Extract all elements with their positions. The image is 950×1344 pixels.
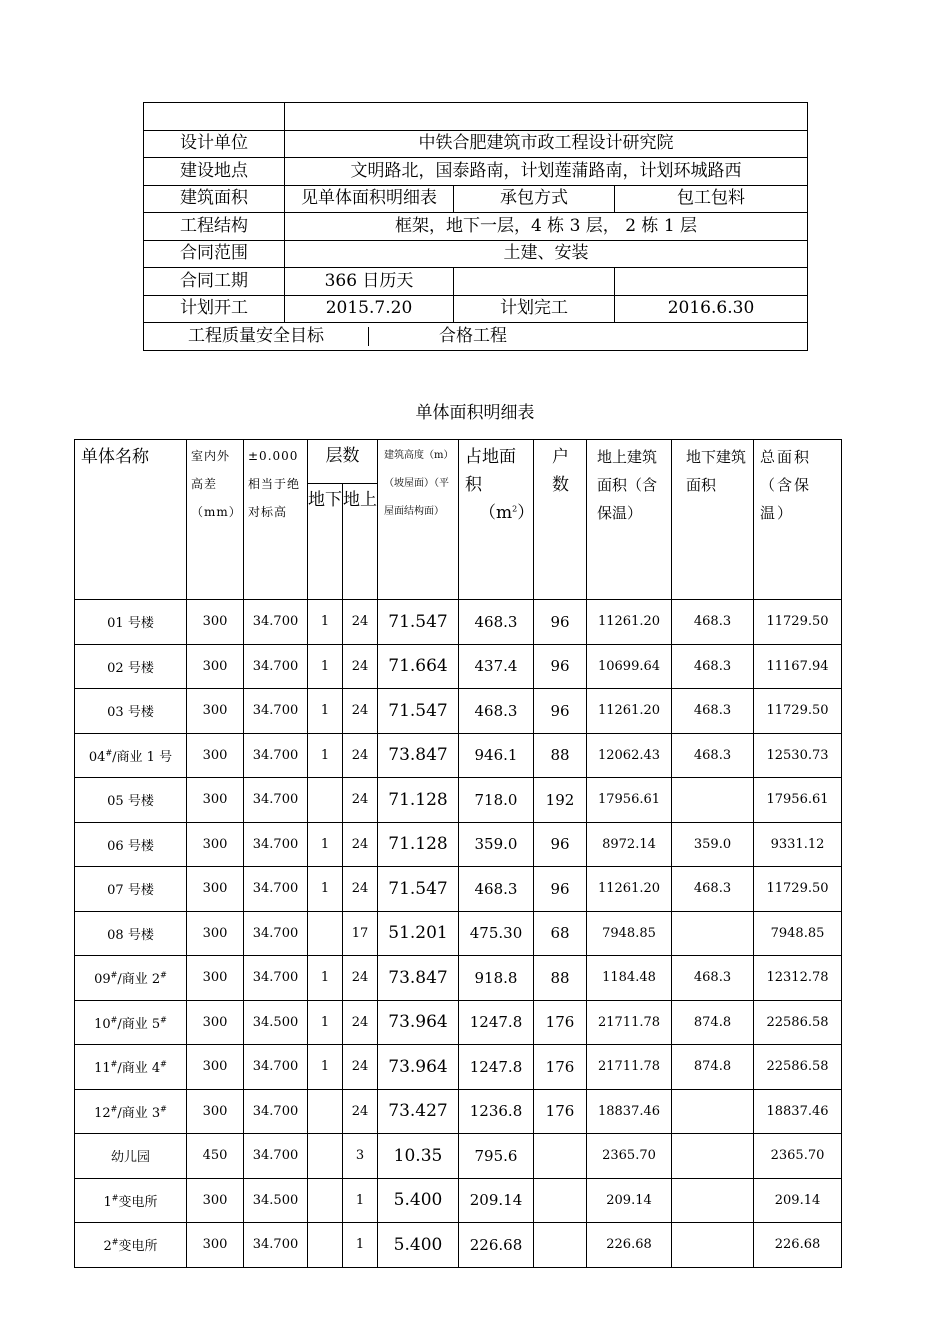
- elevation-cell: 34.500: [244, 1178, 308, 1223]
- unit-name-text: 1: [103, 1194, 112, 1210]
- total-area-cell: 11167.94: [754, 644, 842, 689]
- height-diff-cell: 300: [187, 867, 244, 912]
- total-area-cell: 11729.50: [754, 600, 842, 645]
- below-area-cell: [672, 911, 754, 956]
- table-row: [75, 911, 842, 956]
- floors-above-cell: 24: [343, 1045, 378, 1090]
- table-row: [75, 1178, 842, 1223]
- footprint-cell: 209.14: [459, 1178, 534, 1223]
- footprint-cell: 1236.8: [459, 1089, 534, 1134]
- info-value: [285, 103, 808, 131]
- unit-name-suffix: 变电所: [118, 1239, 158, 1255]
- above-area-cell: 21711.78: [587, 1045, 672, 1090]
- info-row: [144, 185, 808, 213]
- footprint-cell: 468.3: [459, 689, 534, 734]
- header-elevation: ±0.000相当于绝对标高: [244, 440, 308, 600]
- table-row: [75, 867, 842, 912]
- info-row: [144, 240, 808, 268]
- elevation-cell: 34.700: [244, 1045, 308, 1090]
- unit-name-sup: #: [110, 1015, 118, 1025]
- info-row: [144, 213, 808, 241]
- unit-name-sup2: #: [160, 970, 167, 980]
- floors-above-cell: 24: [343, 867, 378, 912]
- households-cell: 176: [534, 1089, 587, 1134]
- building-height-cell: 73.427: [378, 1089, 459, 1134]
- building-height-cell: 71.547: [378, 689, 459, 734]
- floors-below-cell: 1: [308, 644, 343, 689]
- table-row: [75, 600, 842, 645]
- below-area-cell: [672, 1223, 754, 1268]
- below-area-cell: [672, 778, 754, 823]
- above-area-cell: 17956.61: [587, 778, 672, 823]
- below-area-cell: 468.3: [672, 956, 754, 1001]
- table-row: [75, 689, 842, 734]
- info-label: 计划开工: [144, 295, 285, 323]
- unit-name-text: 11: [94, 1061, 111, 1077]
- unit-name-sup2: #: [160, 1015, 167, 1025]
- floors-below-cell: 1: [308, 1000, 343, 1045]
- floors-above-cell: 1: [343, 1223, 378, 1268]
- floors-above-cell: 24: [343, 822, 378, 867]
- header-footprint: [459, 440, 534, 600]
- footprint-cell: 1247.8: [459, 1000, 534, 1045]
- unit-name-sup: #: [111, 1193, 119, 1203]
- households-cell: 176: [534, 1045, 587, 1090]
- households-cell: 88: [534, 733, 587, 778]
- info-value: 366 日历天: [285, 268, 454, 296]
- floors-above-cell: 24: [343, 956, 378, 1001]
- elevation-cell: 34.700: [244, 1223, 308, 1268]
- header-above-area: 地上建筑面积（含保温）: [587, 440, 672, 600]
- below-area-cell: 874.8: [672, 1000, 754, 1045]
- footprint-cell: 918.8: [459, 956, 534, 1001]
- building-height-cell: 71.547: [378, 867, 459, 912]
- floors-above-cell: 17: [343, 911, 378, 956]
- footprint-cell: 1247.8: [459, 1045, 534, 1090]
- info-value: 框架，地下一层，4 栋 3 层， 2 栋 1 层: [285, 213, 808, 241]
- unit-area-detail-table: [74, 439, 842, 1268]
- above-area-cell: 11261.20: [587, 689, 672, 734]
- above-area-cell: 10699.64: [587, 644, 672, 689]
- unit-name-text: 10: [94, 1016, 111, 1032]
- unit-name: [75, 733, 187, 778]
- table-row: [75, 733, 842, 778]
- above-area-cell: 11261.20: [587, 867, 672, 912]
- elevation-cell: 34.700: [244, 644, 308, 689]
- building-height-cell: 73.847: [378, 733, 459, 778]
- info-value: 见单体面积明细表: [285, 185, 454, 213]
- table-row: [75, 644, 842, 689]
- table-row: [75, 822, 842, 867]
- unit-name-sup: #: [110, 1104, 118, 1114]
- info-label: 合同范围: [144, 240, 285, 268]
- unit-name-text: 幼儿园: [110, 1150, 150, 1166]
- footprint-cell: 718.0: [459, 778, 534, 823]
- unit-name-text: 12: [94, 1105, 111, 1121]
- unit-name-text: 07 号楼: [107, 883, 154, 899]
- unit-name-text: 06 号楼: [107, 838, 154, 854]
- above-area-cell: 12062.43: [587, 733, 672, 778]
- header-households: 户数: [534, 440, 587, 600]
- unit-name: [75, 1000, 187, 1045]
- floors-above-cell: 24: [343, 733, 378, 778]
- elevation-cell: 34.700: [244, 911, 308, 956]
- info-label: [144, 103, 285, 131]
- unit-name-text: 02 号楼: [107, 660, 154, 676]
- floors-below-cell: 1: [308, 822, 343, 867]
- floors-below-cell: [308, 1134, 343, 1179]
- unit-name: [75, 911, 187, 956]
- info-label: 建设地点: [144, 158, 285, 186]
- below-area-cell: 468.3: [672, 867, 754, 912]
- households-cell: 96: [534, 689, 587, 734]
- above-area-cell: 7948.85: [587, 911, 672, 956]
- info-value: 中铁合肥建筑市政工程设计研究院: [285, 130, 808, 158]
- height-diff-cell: 300: [187, 1178, 244, 1223]
- table-row: [75, 1000, 842, 1045]
- unit-name: [75, 1178, 187, 1223]
- footprint-cell: 359.0: [459, 822, 534, 867]
- elevation-cell: 34.700: [244, 689, 308, 734]
- total-area-cell: 17956.61: [754, 778, 842, 823]
- table-row: [75, 1134, 842, 1179]
- unit-name-text: 2: [103, 1239, 112, 1255]
- households-cell: 68: [534, 911, 587, 956]
- total-area-cell: 7948.85: [754, 911, 842, 956]
- unit-name: [75, 1045, 187, 1090]
- building-height-cell: 73.847: [378, 956, 459, 1001]
- unit-name-sup: #: [105, 748, 113, 758]
- unit-name: [75, 689, 187, 734]
- info-label: 设计单位: [144, 130, 285, 158]
- unit-name: [75, 822, 187, 867]
- unit-name-text: 01 号楼: [107, 616, 154, 632]
- above-area-cell: 1184.48: [587, 956, 672, 1001]
- total-area-cell: 12312.78: [754, 956, 842, 1001]
- unit-name-text: 09: [94, 972, 111, 988]
- building-height-cell: 71.128: [378, 822, 459, 867]
- unit-name: [75, 778, 187, 823]
- floors-above-cell: 1: [343, 1178, 378, 1223]
- header-footprint-label: 占地面积: [465, 447, 516, 495]
- info-label: 建筑面积: [144, 185, 285, 213]
- footprint-cell: 946.1: [459, 733, 534, 778]
- above-area-cell: 2365.70: [587, 1134, 672, 1179]
- elevation-cell: 34.700: [244, 1089, 308, 1134]
- floors-above-cell: 24: [343, 778, 378, 823]
- header-floors-above: 地上: [343, 484, 378, 600]
- height-diff-cell: 450: [187, 1134, 244, 1179]
- height-diff-cell: 300: [187, 600, 244, 645]
- above-area-cell: 226.68: [587, 1223, 672, 1268]
- info-label-2: [454, 268, 615, 296]
- building-height-cell: 5.400: [378, 1223, 459, 1268]
- households-cell: 192: [534, 778, 587, 823]
- total-area-cell: 12530.73: [754, 733, 842, 778]
- total-area-cell: 11729.50: [754, 689, 842, 734]
- building-height-cell: 71.547: [378, 600, 459, 645]
- building-height-cell: 5.400: [378, 1178, 459, 1223]
- below-area-cell: [672, 1178, 754, 1223]
- unit-name-sup: #: [111, 1237, 119, 1247]
- table-row: [75, 1223, 842, 1268]
- floors-above-cell: 24: [343, 689, 378, 734]
- header-floors: 层数: [308, 440, 378, 484]
- unit-name-suffix: /商业 3: [117, 1105, 161, 1121]
- info-row: [144, 158, 808, 186]
- building-height-cell: 51.201: [378, 911, 459, 956]
- unit-name: [75, 1089, 187, 1134]
- info-row: [144, 268, 808, 296]
- floors-below-cell: 1: [308, 1045, 343, 1090]
- info-value-2: [615, 268, 808, 296]
- building-height-cell: 73.964: [378, 1000, 459, 1045]
- floors-below-cell: 1: [308, 956, 343, 1001]
- unit-name-sup2: #: [160, 1104, 167, 1114]
- info-value: 合格工程: [439, 325, 507, 346]
- below-area-cell: [672, 1089, 754, 1134]
- header-building-height: 建筑高度（m）（坡屋面）（平屋面结构面）: [378, 440, 459, 600]
- above-area-cell: 18837.46: [587, 1089, 672, 1134]
- floors-below-cell: [308, 1178, 343, 1223]
- table-row: [75, 1089, 842, 1134]
- above-area-cell: 8972.14: [587, 822, 672, 867]
- info-row: [144, 295, 808, 323]
- unit-name-suffix: 变电所: [118, 1194, 158, 1210]
- below-area-cell: [672, 1134, 754, 1179]
- height-diff-cell: 300: [187, 1223, 244, 1268]
- elevation-cell: 34.500: [244, 1000, 308, 1045]
- unit-name-text: 04: [88, 749, 106, 765]
- height-diff-cell: 300: [187, 689, 244, 734]
- height-diff-cell: 300: [187, 1000, 244, 1045]
- detail-table-caption: 单体面积明细表: [415, 403, 535, 423]
- table-row: [75, 778, 842, 823]
- table-row: [75, 956, 842, 1001]
- footprint-cell: 475.30: [459, 911, 534, 956]
- households-cell: 96: [534, 867, 587, 912]
- floors-below-cell: [308, 1223, 343, 1268]
- elevation-cell: 34.700: [244, 956, 308, 1001]
- elevation-cell: 34.700: [244, 778, 308, 823]
- elevation-cell: 34.700: [244, 822, 308, 867]
- unit-name-suffix: /商业 4: [117, 1061, 161, 1077]
- elevation-cell: 34.700: [244, 1134, 308, 1179]
- unit-name: [75, 1134, 187, 1179]
- building-height-cell: 71.128: [378, 778, 459, 823]
- floors-below-cell: 1: [308, 867, 343, 912]
- unit-name-text: 08 号楼: [107, 927, 154, 943]
- total-area-cell: 209.14: [754, 1178, 842, 1223]
- height-diff-cell: 300: [187, 911, 244, 956]
- info-value-2: 2016.6.30: [615, 295, 808, 323]
- households-cell: 88: [534, 956, 587, 1001]
- floors-above-cell: 24: [343, 1000, 378, 1045]
- header-floors-below: 地下: [308, 484, 343, 600]
- unit-name: [75, 867, 187, 912]
- height-diff-cell: 300: [187, 1045, 244, 1090]
- total-area-cell: 18837.46: [754, 1089, 842, 1134]
- unit-name: [75, 600, 187, 645]
- header-total-area: 总面积（含保温）: [754, 440, 842, 600]
- below-area-cell: 874.8: [672, 1045, 754, 1090]
- unit-name-suffix: /商业 5: [117, 1016, 161, 1032]
- total-area-cell: 9331.12: [754, 822, 842, 867]
- header-name: 单体名称: [75, 440, 187, 600]
- above-area-cell: 11261.20: [587, 600, 672, 645]
- unit-name: [75, 1223, 187, 1268]
- header-footprint-unit: $(m^2)$: [479, 503, 535, 523]
- info-row: [144, 130, 808, 158]
- households-cell: [534, 1134, 587, 1179]
- households-cell: 96: [534, 822, 587, 867]
- info-value-2: 包工包料: [615, 185, 808, 213]
- footprint-cell: 437.4: [459, 644, 534, 689]
- floors-below-cell: 1: [308, 600, 343, 645]
- elevation-cell: 34.700: [244, 867, 308, 912]
- footprint-cell: 226.68: [459, 1223, 534, 1268]
- floors-above-cell: 24: [343, 644, 378, 689]
- unit-name-text: 05 号楼: [107, 794, 154, 810]
- unit-name-sup: #: [110, 1059, 118, 1069]
- unit-name-suffix: /商业 2: [117, 972, 161, 988]
- below-area-cell: 468.3: [672, 644, 754, 689]
- height-diff-cell: 300: [187, 956, 244, 1001]
- floors-above-cell: 24: [343, 1089, 378, 1134]
- height-diff-cell: 300: [187, 822, 244, 867]
- below-area-cell: 468.3: [672, 689, 754, 734]
- info-label: 合同工期: [144, 268, 285, 296]
- floors-above-cell: 3: [343, 1134, 378, 1179]
- households-cell: [534, 1223, 587, 1268]
- building-height-cell: 71.664: [378, 644, 459, 689]
- floors-below-cell: [308, 911, 343, 956]
- info-row: [144, 323, 808, 351]
- households-cell: 96: [534, 600, 587, 645]
- total-area-cell: 11729.50: [754, 867, 842, 912]
- total-area-cell: 22586.58: [754, 1045, 842, 1090]
- quality-target-cell: [144, 323, 808, 351]
- height-diff-cell: 300: [187, 644, 244, 689]
- total-area-cell: 22586.58: [754, 1000, 842, 1045]
- elevation-cell: 34.700: [244, 733, 308, 778]
- above-area-cell: 21711.78: [587, 1000, 672, 1045]
- households-cell: [534, 1178, 587, 1223]
- floors-above-cell: 24: [343, 600, 378, 645]
- floors-below-cell: [308, 1089, 343, 1134]
- building-height-cell: 73.964: [378, 1045, 459, 1090]
- info-value: 文明路北，国泰路南，计划莲蒲路南，计划环城路西: [285, 158, 808, 186]
- info-label: 工程结构: [144, 213, 285, 241]
- footprint-cell: 795.6: [459, 1134, 534, 1179]
- below-area-cell: 468.3: [672, 733, 754, 778]
- height-diff-cell: 300: [187, 778, 244, 823]
- height-diff-cell: 300: [187, 733, 244, 778]
- elevation-cell: 34.700: [244, 600, 308, 645]
- height-diff-cell: 300: [187, 1089, 244, 1134]
- building-height-cell: 10.35: [378, 1134, 459, 1179]
- info-value: 2015.7.20: [285, 295, 454, 323]
- header-below-area: 地下建筑面积: [672, 440, 754, 600]
- info-row: [144, 103, 808, 131]
- total-area-cell: 226.68: [754, 1223, 842, 1268]
- unit-name-suffix: /商业 1 号: [112, 749, 173, 765]
- info-label: 工程质量安全目标: [144, 327, 369, 346]
- footprint-cell: 468.3: [459, 600, 534, 645]
- footprint-cell: 468.3: [459, 867, 534, 912]
- info-value: 土建、安装: [285, 240, 808, 268]
- info-label-2: 承包方式: [454, 185, 615, 213]
- floors-below-cell: 1: [308, 689, 343, 734]
- floors-below-cell: [308, 778, 343, 823]
- total-area-cell: 2365.70: [754, 1134, 842, 1179]
- unit-name: [75, 644, 187, 689]
- households-cell: 176: [534, 1000, 587, 1045]
- table-row: [75, 1045, 842, 1090]
- above-area-cell: 209.14: [587, 1178, 672, 1223]
- info-label-2: 计划完工: [454, 295, 615, 323]
- below-area-cell: 359.0: [672, 822, 754, 867]
- unit-name-text: 03 号楼: [107, 705, 154, 721]
- unit-name: [75, 956, 187, 1001]
- floors-below-cell: 1: [308, 733, 343, 778]
- below-area-cell: 468.3: [672, 600, 754, 645]
- households-cell: 96: [534, 644, 587, 689]
- project-info-table: [143, 102, 808, 351]
- unit-name-sup2: #: [160, 1059, 167, 1069]
- header-height-diff: 室内外高差（mm）: [187, 440, 244, 600]
- unit-name-sup: #: [110, 970, 118, 980]
